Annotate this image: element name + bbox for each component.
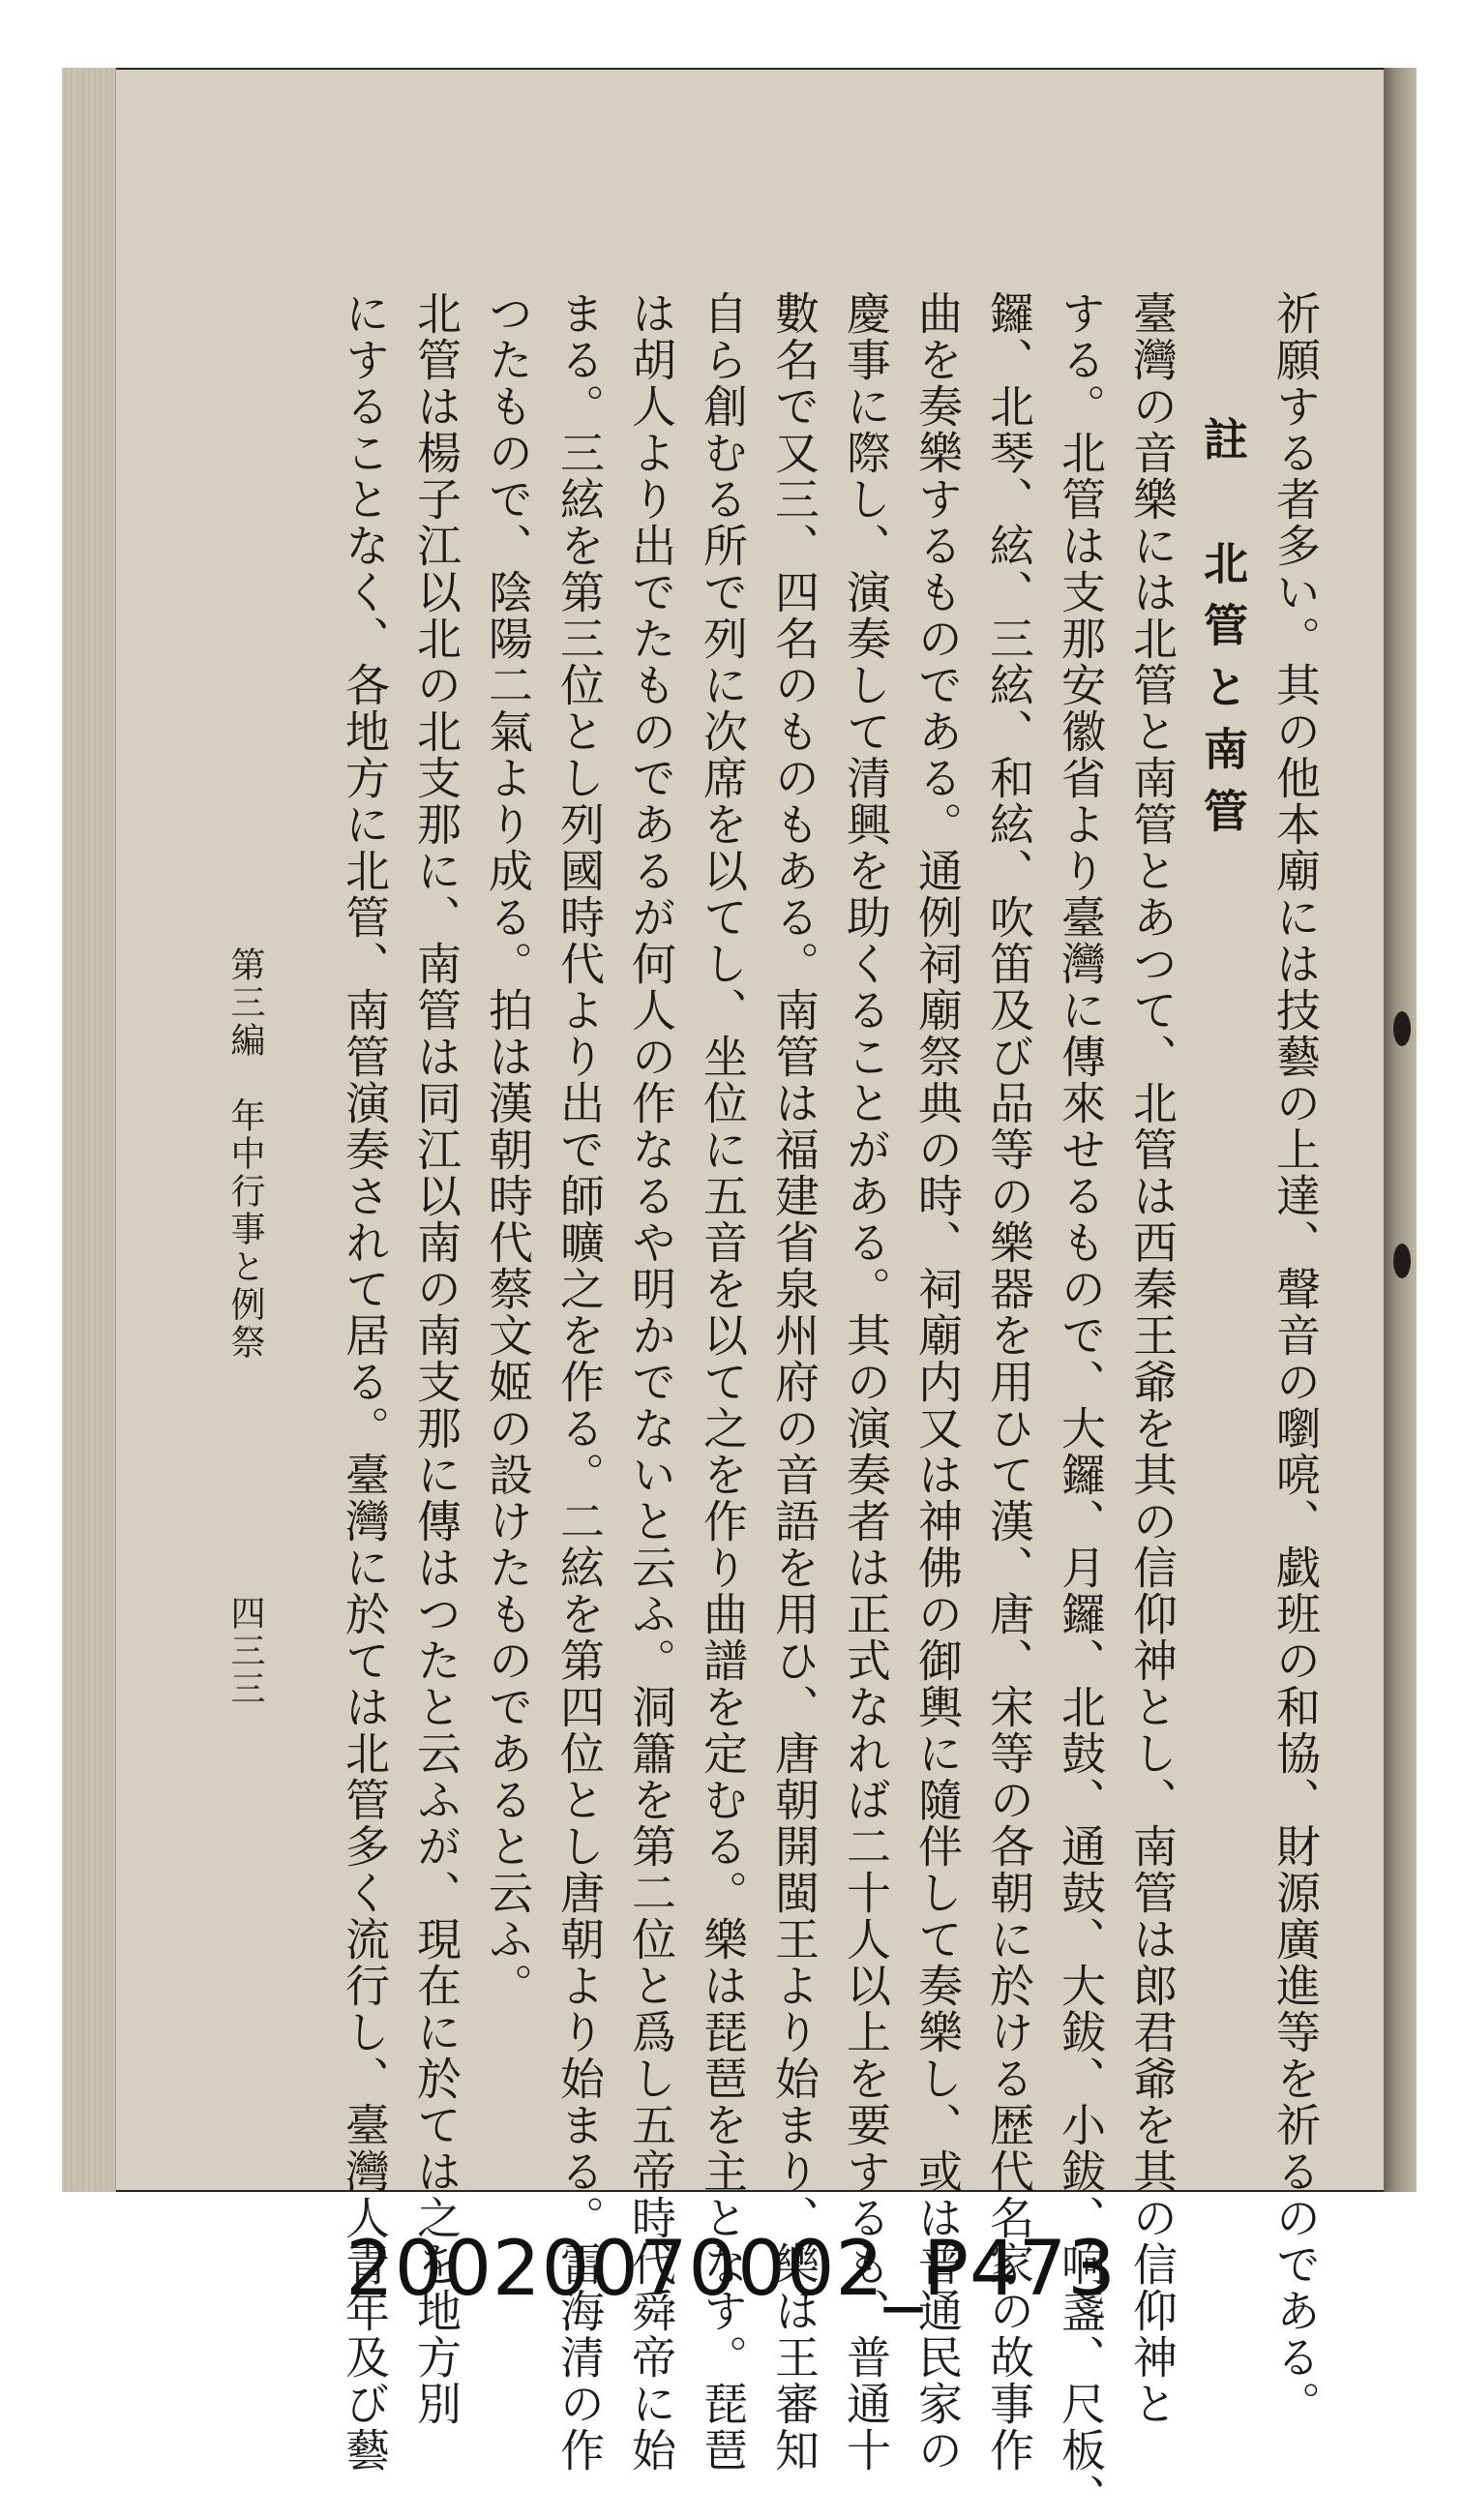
text-column-10: は胡人より出でたものであるが何人の作なるや明かでないと云ふ。洞簫を第二位と爲し五帝時代舜帝に始	[625, 290, 677, 2474]
text-column-6: 曲を奏樂するものである。通例祠廟祭典の時、祠廟内又は神佛の御輿に隨伴して奏樂し、或は普通民家の	[911, 290, 964, 2474]
text-column-9: 自ら創むる所で列に次席を以てし、坐位に五音を以て之を作り曲譜を定むる。樂は琵琶を主となす。琵琶	[697, 290, 749, 2474]
text-column-7: 慶事に際し、演奏して清興を助くることがある。其の演奏者は正式なれば二十人以上を要するも、普通十	[840, 290, 892, 2474]
page-number: 四三三	[225, 1595, 265, 1708]
text-column-13: 北管は楊子江以北の北支那に、南管は同江以南の南支那に傳はつたと云ふが、現在に於ては之を地方別	[410, 290, 462, 2427]
binding-stitch-mark	[1393, 1011, 1411, 1046]
text-column-1: 祈願する者多い。其の他本廟には技藝の上達、聲音の嚠喨、戯班の和協、財源廣進等を祈るのである。	[1269, 290, 1322, 2427]
section-heading: 註 北管と南管	[1197, 416, 1249, 850]
text-column-5: 鑼、北琴、絃、三絃、和絃、吹笛及び品等の樂器を用ひて漢、唐、宋等の各朝に於ける歴代名家の故事作	[983, 290, 1035, 2474]
text-column-12: つたもので、陰陽二氣より成る。拍は漢朝時代蔡文姬の設けたものであると云ふ。	[482, 290, 534, 2009]
text-column-11: まる。三絃を第三位とし列國時代より出で師曠之を作る。二絃を第四位とし唐朝より始まる。雷海清の作	[553, 290, 606, 2474]
page-stack-edge	[62, 68, 116, 2192]
text-column-3: 臺灣の音樂には北管と南管とあつて、北管は西秦王爺を其の信仰神とし、南管は郎君爺を其の信仰神と	[1126, 290, 1179, 2427]
binding-stitch-mark	[1393, 1244, 1411, 1278]
running-title: 第三編 年中行事と例祭	[225, 946, 265, 1362]
catalog-id-caption: 20020070002_P473	[345, 2226, 1117, 2313]
text-column-14: にすることなく、各地方に北管、南管演奏されて居る。臺灣に於ては北管多く流行し、臺灣人青年及び藝	[339, 290, 391, 2474]
text-column-8: 數名で又三、四名のものもある。南管は福建省泉州府の音語を用ひ、唐朝開閩王より始まり、樂は王審知	[768, 290, 821, 2474]
text-column-4: する。北管は支那安徽省より臺灣に傳來せるもので、大鑼、月鑼、北鼓、通鼓、大鈸、小鈸、响盞、尺板、	[1055, 290, 1107, 2520]
binding-gutter	[1384, 68, 1417, 2192]
